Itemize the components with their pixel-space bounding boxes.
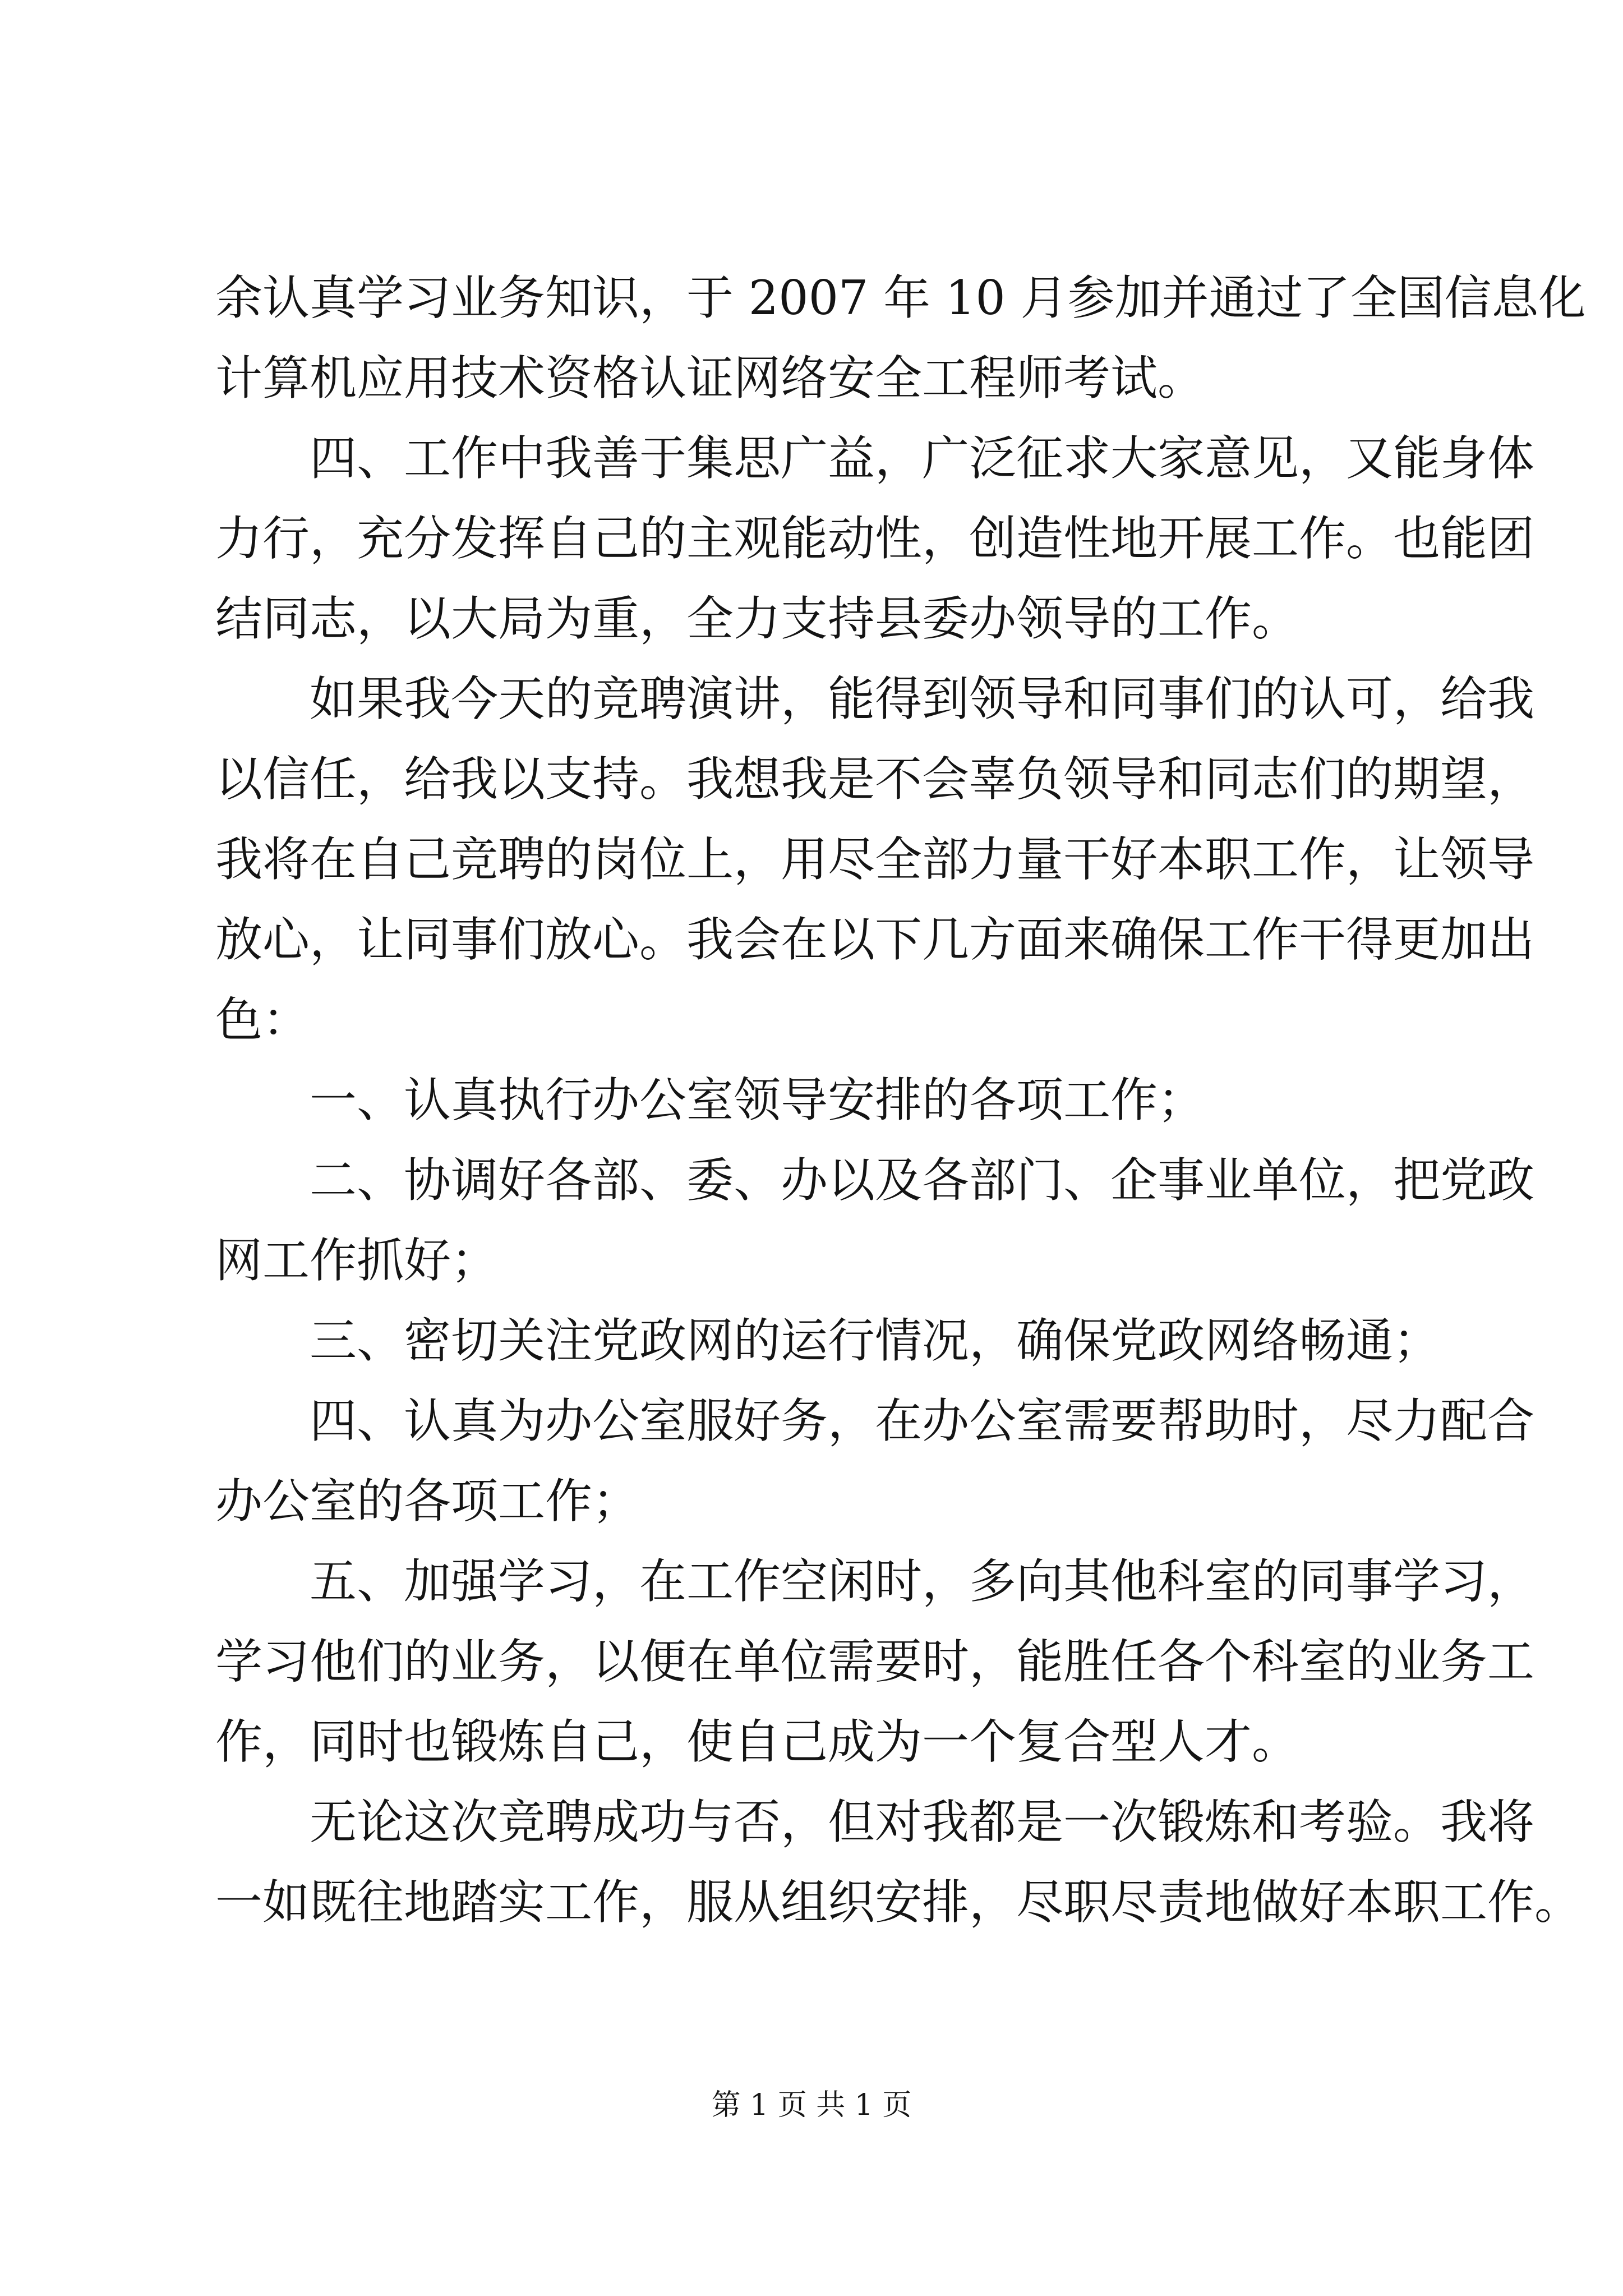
text-line: 我将在自己竞聘的岗位上，用尽全部力量干好本职工作，让领导 — [215, 832, 1535, 887]
text-line: 以信任，给我以支持。我想我是不会辜负领导和同志们的期望， — [215, 752, 1535, 807]
text-line: 结同志，以大局为重，全力支持县委办领导的工作。 — [215, 591, 1299, 646]
text-line: 一如既往地踏实工作，服从组织安排，尽职尽责地做好本职工作。 — [215, 1875, 1582, 1930]
text-line: 四、工作中我善于集思广益，广泛征求大家意见，又能身体 — [310, 431, 1535, 486]
text-line: 四、认真为办公室服好务，在办公室需要帮助时，尽力配合 — [310, 1393, 1535, 1448]
text-line: 如果我今天的竞聘演讲，能得到领导和同事们的认可，给我 — [310, 671, 1535, 726]
text-line: 五、加强学习，在工作空闲时，多向其他科室的同事学习， — [310, 1554, 1535, 1609]
text-line: 一、认真执行办公室领导安排的各项工作； — [310, 1073, 1205, 1128]
text-line: 三、密切关注党政网的运行情况，确保党政网络畅通； — [310, 1313, 1441, 1368]
text-line: 力行，充分发挥自己的主观能动性，创造性地开展工作。也能团 — [215, 511, 1535, 566]
text-line: 网工作抓好； — [215, 1233, 499, 1288]
text-line: 放心，让同事们放心。我会在以下几方面来确保工作干得更加出 — [215, 912, 1535, 967]
text-line: 二、协调好各部、委、办以及各部门、企事业单位，把党政 — [310, 1153, 1535, 1208]
text-line: 学习他们的业务，以便在单位需要时，能胜任各个科室的业务工 — [215, 1634, 1535, 1689]
text-line: 作，同时也锻炼自己，使自己成为一个复合型人才。 — [215, 1714, 1299, 1769]
text-line: 色： — [215, 992, 310, 1047]
text-line: 余认真学习业务知识，于 2007 年 10 月参加并通过了全国信息化 — [215, 270, 1586, 325]
document-body — [215, 258, 1586, 1943]
text-line: 办公室的各项工作； — [215, 1474, 640, 1529]
text-line: 无论这次竞聘成功与否，但对我都是一次锻炼和考验。我将 — [310, 1795, 1535, 1849]
page-number-footer: 第 1 页 共 1 页 — [711, 2088, 912, 2122]
text-line: 计算机应用技术资格认证网络安全工程师考试。 — [215, 351, 1205, 406]
